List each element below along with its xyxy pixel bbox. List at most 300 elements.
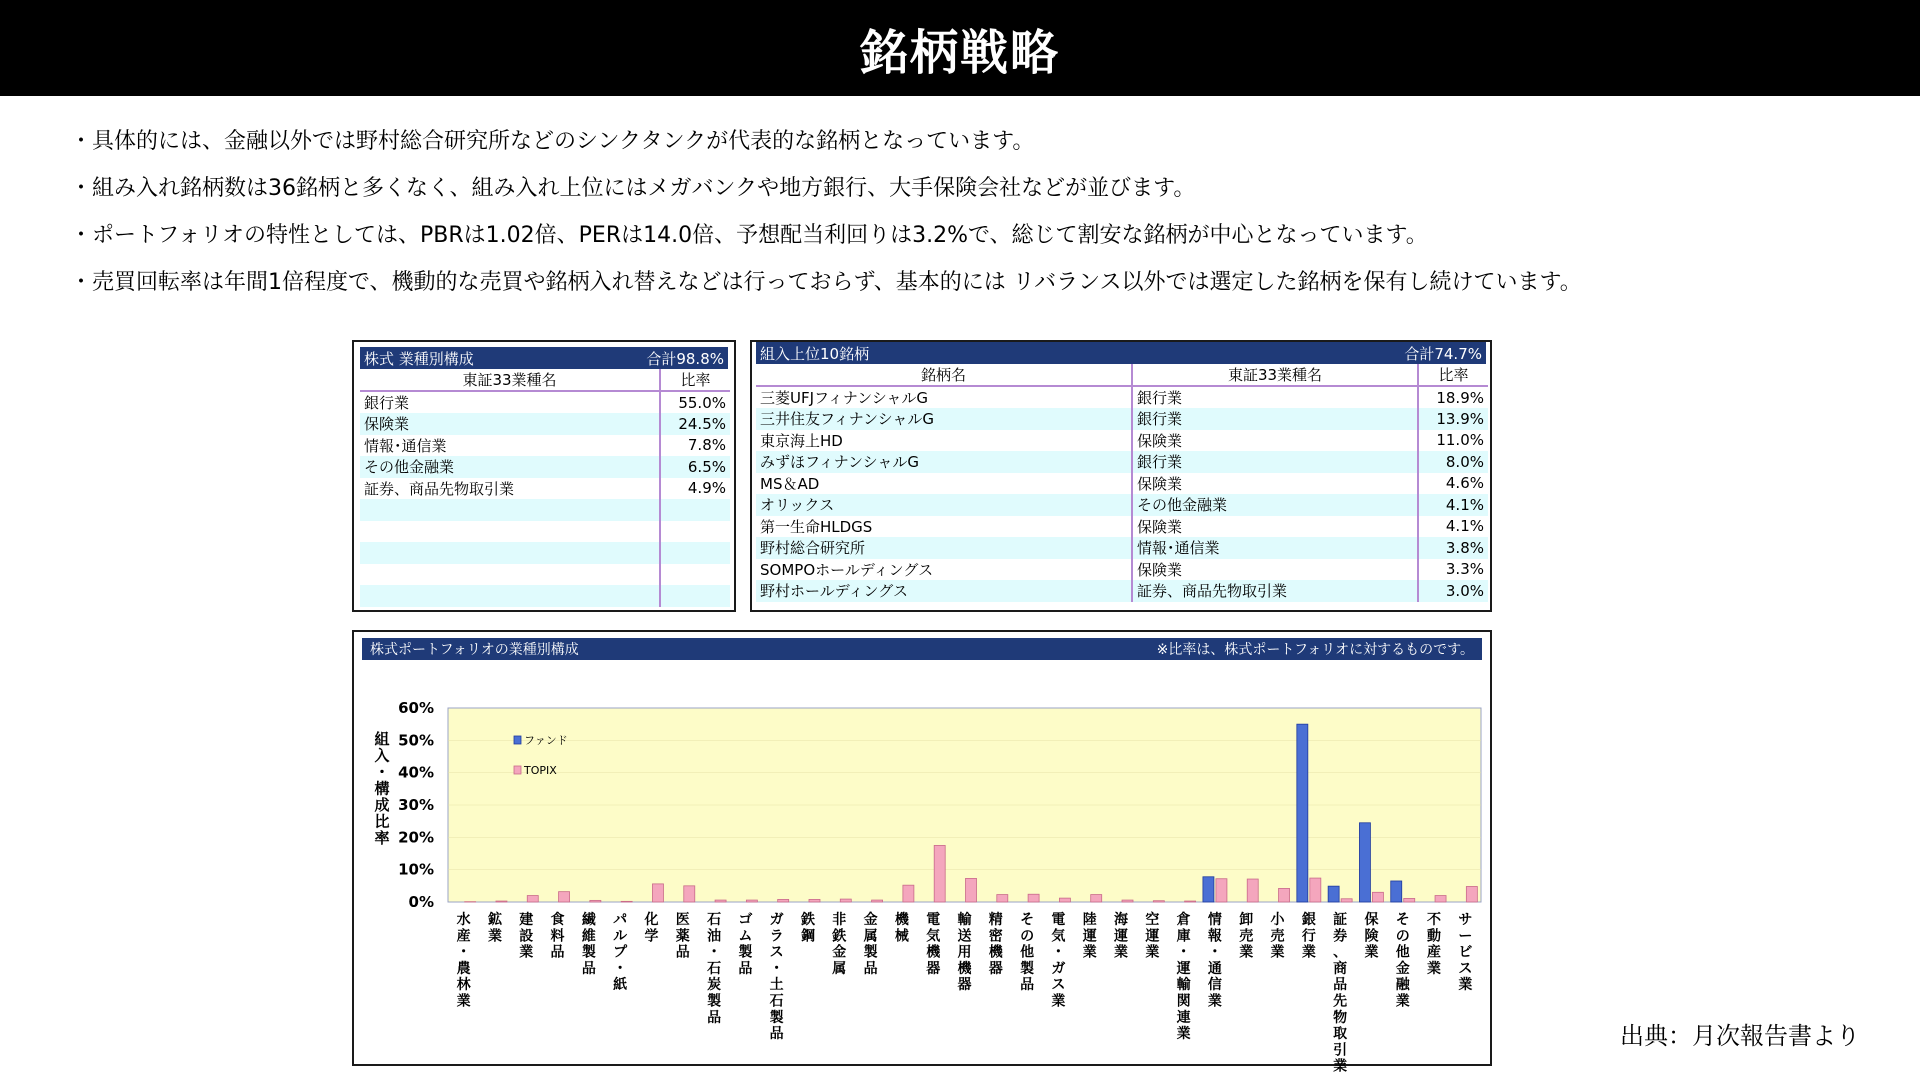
x-category-label-char: 電 <box>926 912 941 928</box>
topix-bar <box>559 892 570 902</box>
x-category-label-char: 業 <box>1333 1058 1348 1075</box>
y-tick-label: 30% <box>398 796 434 814</box>
x-category-label-char: 業 <box>1176 1026 1191 1043</box>
stock-ratio-cell: 13.9% <box>1418 408 1488 430</box>
x-category-label-char: 売 <box>1270 928 1285 945</box>
x-category-label-char: 業 <box>1395 993 1410 1010</box>
sector-ratio-cell <box>660 542 730 564</box>
x-category-label-char: 製 <box>581 944 596 961</box>
topix-bar <box>1435 896 1446 902</box>
x-category-label-char: サ <box>1458 912 1473 928</box>
x-category-label-char: 鉄 <box>800 912 815 928</box>
top10-col-sector: 東証33業種名 <box>1132 364 1418 386</box>
x-category-label-char: 繊 <box>581 912 596 928</box>
x-category-label-char: 製 <box>769 1009 784 1026</box>
x-category-label-char: 運 <box>1176 960 1191 977</box>
x-category-label-char: 陸 <box>1082 912 1097 928</box>
topix-bar <box>903 885 914 902</box>
x-category-label-char: 設 <box>519 928 534 945</box>
x-category-label-char: 業 <box>456 993 471 1010</box>
top10-table <box>756 364 1488 602</box>
top10-table-row <box>756 430 1488 452</box>
x-category-label-char: 学 <box>644 928 659 945</box>
x-category-label-char: 精 <box>988 912 1003 928</box>
x-category-label-char: 医 <box>675 912 690 928</box>
sector-table-row <box>360 391 730 413</box>
sector-table-row <box>360 564 730 586</box>
x-category-label-char: 金 <box>863 912 878 928</box>
fund-bar <box>1297 724 1308 902</box>
fund-bar <box>1391 881 1402 902</box>
topix-bar <box>1466 886 1477 902</box>
stock-name-cell: 東京海上HD <box>756 430 1132 452</box>
sector-name-cell: 保険業 <box>360 413 660 435</box>
stock-name-cell: 野村ホールディングス <box>756 580 1132 602</box>
x-category-label-char: ス <box>1051 977 1066 994</box>
sector-ratio-cell: 24.5% <box>660 413 730 435</box>
x-category-label-char: 産 <box>456 928 471 945</box>
sector-name-cell: その他金融業 <box>360 456 660 478</box>
stock-ratio-cell: 4.6% <box>1418 473 1488 495</box>
y-tick-label: 40% <box>398 763 434 782</box>
sector-table-row <box>360 478 730 500</box>
x-category-label-char: 石 <box>707 912 722 928</box>
stock-ratio-cell: 3.0% <box>1418 580 1488 602</box>
sector-composition-panel <box>352 340 736 612</box>
x-category-label-char: 運 <box>1145 928 1160 945</box>
stock-ratio-cell: 4.1% <box>1418 516 1488 538</box>
x-category-label-char: 機 <box>988 944 1003 961</box>
x-category-label-char: 業 <box>1145 944 1160 961</box>
sector-table-row <box>360 542 730 564</box>
y-axis-label-char: ･ <box>378 763 386 781</box>
x-category-label-char: プ <box>613 944 628 961</box>
x-category-label-char: 関 <box>1176 993 1191 1010</box>
x-category-label-char: 品 <box>550 944 565 961</box>
x-category-label-char: 信 <box>1207 977 1222 994</box>
sector-panel-inner <box>354 342 734 607</box>
sector-name-cell: 証券、商品先物取引業 <box>360 478 660 500</box>
y-tick-label: 50% <box>398 731 434 750</box>
x-category-label-char: ム <box>738 928 753 945</box>
x-category-label-char: 業 <box>1427 960 1442 977</box>
x-category-label-char: ・ <box>769 960 784 977</box>
x-category-label-char: 鋼 <box>800 928 815 945</box>
topix-bar <box>1153 901 1164 902</box>
x-category-label-char: 属 <box>832 960 847 977</box>
sector-name-cell <box>360 542 660 564</box>
y-axis-label-char: 率 <box>374 829 390 847</box>
x-category-label-char: 引 <box>1333 1042 1348 1059</box>
y-axis-label-char: 入 <box>374 746 390 765</box>
chart-panel-note: ※比率は、株式ポートフォリオに対するものです。 <box>1156 642 1474 658</box>
stock-name-cell: 三菱UFJフィナンシャルG <box>756 386 1132 408</box>
y-tick-label: 60% <box>398 699 434 717</box>
topix-bar <box>1122 900 1133 902</box>
x-category-label-char: 連 <box>1176 1009 1191 1026</box>
x-category-label-char: 業 <box>1114 944 1129 961</box>
stock-ratio-cell: 3.8% <box>1418 537 1488 559</box>
x-category-label-char: 、 <box>1333 944 1348 961</box>
x-category-label-char: 保 <box>1364 912 1379 928</box>
legend-swatch <box>514 766 521 774</box>
x-category-label-char: ス <box>769 944 784 961</box>
y-axis-label-char: 比 <box>374 812 390 831</box>
x-category-label-char: 品 <box>1333 977 1348 994</box>
sector-panel-title: 株式 業種別構成 <box>364 349 474 368</box>
fund-bar <box>1359 823 1370 902</box>
x-category-label-char: 気 <box>1051 928 1066 945</box>
topix-bar <box>840 899 851 902</box>
sector-bar-chart <box>354 660 1490 1075</box>
top10-table-row <box>756 580 1488 602</box>
top10-table-row <box>756 537 1488 559</box>
x-category-label-char: ラ <box>769 928 784 945</box>
topix-bar <box>1216 879 1227 902</box>
x-category-label-char: 業 <box>1364 944 1379 961</box>
x-category-label-char: ・ <box>613 960 628 977</box>
x-category-label-char: パ <box>613 912 628 928</box>
x-category-label-char: ・ <box>707 944 722 961</box>
top10-panel-title: 組入上位10銘柄 <box>760 344 870 363</box>
topix-bar <box>1404 898 1415 902</box>
x-category-label-char: 銀 <box>1301 912 1316 928</box>
sector-ratio-cell: 6.5% <box>660 456 730 478</box>
chart-panel-title: 株式ポートフォリオの業種別構成 <box>370 642 579 658</box>
sector-col-ratio: 比率 <box>660 369 730 391</box>
sector-table-row <box>360 456 730 478</box>
x-category-label-char: 報 <box>1207 928 1222 945</box>
x-category-label-char: 売 <box>1239 928 1254 945</box>
x-category-label-char: ガ <box>1051 960 1066 977</box>
topix-bar <box>1247 879 1258 902</box>
y-tick-label: 0% <box>408 893 434 911</box>
x-category-label-char: 鉱 <box>487 912 502 928</box>
stock-sector-cell: 銀行業 <box>1132 386 1418 408</box>
sector-name-cell: 銀行業 <box>360 391 660 413</box>
x-category-label-char: 業 <box>1239 944 1254 961</box>
x-category-label-char: 輸 <box>957 912 972 928</box>
x-category-label-char: 輸 <box>1176 977 1191 994</box>
x-category-label-char: 商 <box>1333 960 1348 977</box>
page-title: 銘柄戦略 <box>859 24 1060 81</box>
top10-table-row <box>756 451 1488 473</box>
x-category-label-char: ス <box>1458 960 1473 977</box>
chart-panel <box>352 630 1492 1075</box>
stock-sector-cell: 銀行業 <box>1132 408 1418 430</box>
x-category-label-char: 倉 <box>1176 912 1191 928</box>
stock-ratio-cell: 4.1% <box>1418 494 1488 516</box>
topix-bar <box>715 900 726 902</box>
x-category-label-char: 運 <box>1114 928 1129 945</box>
sector-table-row <box>360 521 730 543</box>
bullet-item: ・売買回転率は年間1倍程度で、機動的な売買や銘柄入れ替えなどは行っておらず、基本的には リバランス以外では選定した銘柄を保有し続けています。 <box>70 270 1582 295</box>
top10-table-body <box>756 386 1488 602</box>
x-category-label-char: 証 <box>1333 912 1348 928</box>
y-tick-label: 20% <box>398 828 434 847</box>
x-category-label-char: 械 <box>894 928 909 945</box>
legend-label: TOPIX <box>524 764 557 777</box>
topix-bar <box>1341 899 1352 902</box>
sector-table-row <box>360 585 730 607</box>
sector-name-cell <box>360 585 660 607</box>
top10-table-row <box>756 408 1488 430</box>
sector-table-body <box>360 391 730 607</box>
x-category-label-char: 林 <box>456 977 471 994</box>
topix-bar <box>966 878 977 902</box>
sector-ratio-cell <box>660 499 730 521</box>
title-bar <box>0 0 1920 96</box>
x-category-label-char: 業 <box>487 928 502 945</box>
top10-col-stock: 銘柄名 <box>756 364 1132 386</box>
x-category-label-char: 水 <box>456 912 471 928</box>
chart-panel-header <box>362 638 1482 660</box>
x-category-label-char: 属 <box>863 928 878 945</box>
sector-ratio-cell: 4.9% <box>660 478 730 500</box>
stock-sector-cell: その他金融業 <box>1132 494 1418 516</box>
x-category-label-char: 用 <box>957 944 972 961</box>
stock-name-cell: 三井住友フィナンシャルG <box>756 408 1132 430</box>
x-category-label-char: 品 <box>1020 977 1035 994</box>
topix-bar <box>778 899 789 902</box>
y-axis-label-char: 組 <box>374 730 390 748</box>
stock-name-cell: SOMPOホールディングス <box>756 559 1132 581</box>
sector-name-cell <box>360 521 660 543</box>
sector-table <box>360 369 730 607</box>
topix-bar <box>872 900 883 902</box>
x-category-label-char: 情 <box>1207 912 1222 928</box>
x-category-label-char: 海 <box>1114 912 1129 928</box>
x-category-label-char: ー <box>1458 928 1473 945</box>
sector-name-cell: 情報･通信業 <box>360 435 660 457</box>
topix-bar <box>527 896 538 902</box>
x-category-label-char: ゴ <box>738 912 753 928</box>
stock-sector-cell: 保険業 <box>1132 430 1418 452</box>
x-category-label-char: の <box>1395 928 1410 945</box>
x-category-label-char: 物 <box>1333 1009 1348 1026</box>
sector-name-cell <box>360 564 660 586</box>
topix-bar <box>934 845 945 902</box>
topix-bar <box>590 900 601 902</box>
x-category-label-char: 券 <box>1333 928 1348 945</box>
x-category-label-char: 石 <box>769 993 784 1010</box>
x-category-label-char: 石 <box>707 960 722 977</box>
x-category-label-char: 電 <box>1051 912 1066 928</box>
x-category-label-char: 製 <box>707 993 722 1010</box>
x-category-label-char: 非 <box>832 912 847 928</box>
x-category-label-char: 金 <box>1395 960 1410 977</box>
x-category-label-char: 小 <box>1270 912 1285 928</box>
top10-table-row <box>756 494 1488 516</box>
x-category-label-char: ・ <box>1051 944 1066 961</box>
x-category-label-char: 業 <box>1458 977 1473 994</box>
x-category-label-char: 運 <box>1082 928 1097 945</box>
stock-sector-cell: 証券、商品先物取引業 <box>1132 580 1418 602</box>
x-category-label-char: 通 <box>1207 960 1222 977</box>
top10-col-ratio: 比率 <box>1418 364 1488 386</box>
stock-name-cell: 第一生命HLDGS <box>756 516 1132 538</box>
sector-table-row <box>360 499 730 521</box>
x-category-label-char: ・ <box>1207 944 1222 961</box>
topix-bar <box>1059 898 1070 902</box>
x-category-label-char: 製 <box>863 944 878 961</box>
topix-bar <box>1185 901 1196 902</box>
x-category-label-char: 製 <box>1020 960 1035 977</box>
x-category-label-char: 建 <box>519 912 534 928</box>
sector-col-name: 東証33業種名 <box>360 369 660 391</box>
topix-bar <box>1091 895 1102 902</box>
x-category-label-char: 卸 <box>1239 912 1254 928</box>
stock-sector-cell: 銀行業 <box>1132 451 1418 473</box>
sector-ratio-cell: 55.0% <box>660 391 730 413</box>
top10-panel-inner <box>752 342 1490 602</box>
x-category-label-char: 鉄 <box>832 928 847 945</box>
bullet-list <box>70 118 1890 306</box>
x-category-label-char: 炭 <box>707 977 722 994</box>
x-category-label-char: そ <box>1395 912 1410 928</box>
x-category-label-char: 他 <box>1395 944 1410 961</box>
topix-bar <box>1279 888 1290 902</box>
topix-bar <box>809 899 820 902</box>
x-category-label-char: 薬 <box>675 928 690 945</box>
legend-swatch <box>514 736 521 744</box>
stock-sector-cell: 情報･通信業 <box>1132 537 1418 559</box>
topix-bar <box>496 901 507 902</box>
x-category-label-char: 業 <box>1082 944 1097 961</box>
x-category-label-char: 紙 <box>613 977 628 994</box>
x-category-label-char: 不 <box>1427 912 1442 928</box>
stock-sector-cell: 保険業 <box>1132 559 1418 581</box>
sector-panel-header <box>360 347 728 369</box>
x-category-label-char: 行 <box>1301 928 1316 945</box>
x-category-label-char: 料 <box>550 928 565 945</box>
x-category-label-char: 取 <box>1333 1026 1348 1043</box>
x-category-label-char: 機 <box>957 960 972 977</box>
source-note: 出典：月次報告書より <box>1620 1022 1860 1050</box>
stock-sector-cell: 保険業 <box>1132 516 1418 538</box>
topix-bar <box>621 901 632 902</box>
topix-bar <box>1028 894 1039 902</box>
sector-table-row <box>360 435 730 457</box>
x-category-label-char: 庫 <box>1176 928 1191 945</box>
x-category-label-char: 化 <box>644 912 659 928</box>
x-category-label-char: 空 <box>1145 912 1160 928</box>
x-category-label-char: 機 <box>894 912 909 928</box>
topix-bar <box>997 895 1008 902</box>
x-category-label-char: 食 <box>550 912 565 928</box>
x-category-label-char: 品 <box>675 944 690 961</box>
stock-ratio-cell: 18.9% <box>1418 386 1488 408</box>
sector-table-row <box>360 413 730 435</box>
x-category-label-char: ビ <box>1458 944 1473 961</box>
x-category-label-char: ル <box>613 928 628 945</box>
x-category-label-char: ・ <box>456 944 471 961</box>
bullet-item: ・組み入れ銘柄数は36銘柄と多くなく、組み入れ上位にはメガバンクや地方銀行、大手保険会社などが並びます。 <box>70 176 1196 201</box>
fund-bar <box>1328 886 1339 902</box>
x-category-label-char: の <box>1020 928 1035 945</box>
x-category-label-char: 品 <box>738 960 753 977</box>
x-category-label-char: 維 <box>581 928 596 945</box>
x-category-label-char: 油 <box>707 928 722 945</box>
stock-name-cell: オリックス <box>756 494 1132 516</box>
x-category-label-char: 融 <box>1395 977 1410 994</box>
stock-name-cell: みずほフィナンシャルG <box>756 451 1132 473</box>
topix-bar <box>1310 878 1321 902</box>
sector-ratio-cell <box>660 564 730 586</box>
x-category-label-char: 機 <box>926 944 941 961</box>
sector-name-cell <box>360 499 660 521</box>
stock-sector-cell: 保険業 <box>1132 473 1418 495</box>
x-category-label-char: 農 <box>456 960 471 977</box>
stock-ratio-cell: 11.0% <box>1418 430 1488 452</box>
x-category-label-char: 他 <box>1020 944 1035 961</box>
x-category-label-char: 業 <box>1270 944 1285 961</box>
x-category-label-char: 先 <box>1333 993 1348 1010</box>
stock-name-cell: 野村総合研究所 <box>756 537 1132 559</box>
fund-bar <box>1203 877 1214 902</box>
sector-ratio-cell <box>660 521 730 543</box>
x-category-label-char: 製 <box>738 944 753 961</box>
x-category-label-char: 器 <box>957 977 972 994</box>
x-category-label-char: 品 <box>581 960 596 977</box>
x-category-label-char: 器 <box>926 960 941 977</box>
x-category-label-char: 産 <box>1427 944 1442 961</box>
legend-label: ファンド <box>524 734 568 747</box>
bullet-item: ・ポートフォリオの特性としては、PBRは1.02倍、PERは14.0倍、予想配当利回りは3.2%で、総じて割安な銘柄が中心となっています。 <box>70 223 1428 248</box>
top10-panel-header <box>756 342 1486 364</box>
x-category-label-char: 品 <box>769 1026 784 1043</box>
x-category-label-char: 業 <box>1051 993 1066 1010</box>
x-category-label-char: 送 <box>957 928 972 945</box>
sector-ratio-cell <box>660 585 730 607</box>
x-category-label-char: 土 <box>769 977 784 994</box>
top10-panel <box>750 340 1492 612</box>
stock-ratio-cell: 3.3% <box>1418 559 1488 581</box>
bullet-item: ・具体的には、金融以外では野村総合研究所などのシンクタンクが代表的な銘柄となっています。 <box>70 129 1035 154</box>
top10-table-row <box>756 386 1488 408</box>
topix-bar <box>1372 892 1383 902</box>
sector-ratio-cell: 7.8% <box>660 435 730 457</box>
top10-table-row <box>756 559 1488 581</box>
topix-bar <box>652 884 663 902</box>
x-category-label-char: 業 <box>1301 944 1316 961</box>
y-tick-label: 10% <box>398 860 434 879</box>
y-axis-label-char: 構 <box>374 779 390 798</box>
x-category-label-char: 器 <box>988 960 1003 977</box>
x-category-label-char: そ <box>1020 912 1035 928</box>
x-category-label-char: 品 <box>707 1009 722 1026</box>
x-category-label-char: ガ <box>769 912 784 928</box>
x-category-label-char: 気 <box>926 928 941 945</box>
topix-bar <box>746 900 757 902</box>
x-category-label-char: ・ <box>1176 944 1191 961</box>
stock-name-cell: MS＆AD <box>756 473 1132 495</box>
x-category-label-char: 業 <box>1207 993 1222 1010</box>
x-category-label-char: 品 <box>863 960 878 977</box>
x-category-label-char: 険 <box>1364 928 1379 945</box>
y-axis-label-char: 成 <box>374 796 390 814</box>
sector-panel-total: 合計98.8% <box>646 349 724 368</box>
top10-table-row <box>756 473 1488 495</box>
stock-ratio-cell: 8.0% <box>1418 451 1488 473</box>
x-category-label-char: 密 <box>988 928 1003 945</box>
topix-bar <box>684 886 695 902</box>
x-category-label-char: 金 <box>832 944 847 961</box>
x-category-label-char: 動 <box>1427 928 1442 945</box>
top10-panel-total: 合計74.7% <box>1404 344 1482 363</box>
x-category-label-char: 業 <box>519 944 534 961</box>
top10-table-row <box>756 516 1488 538</box>
